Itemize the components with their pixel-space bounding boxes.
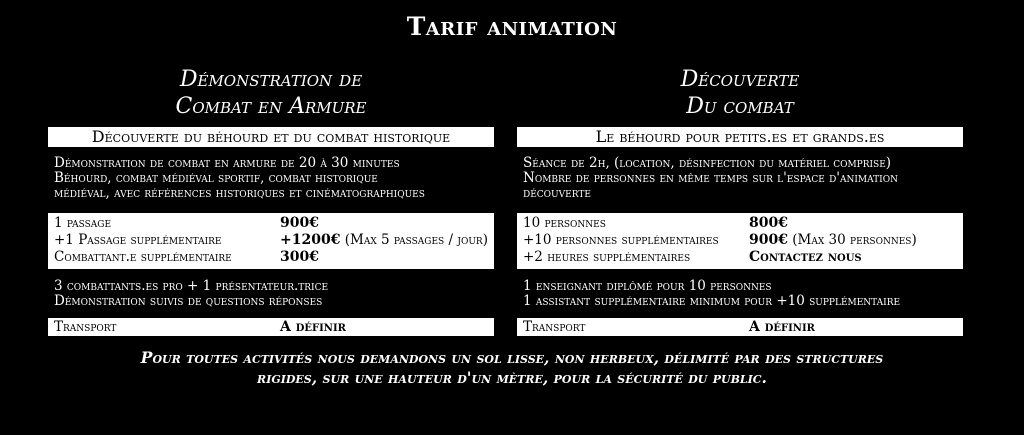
description-line: découverte <box>523 185 591 201</box>
price-row <box>523 232 957 249</box>
safety-notice <box>60 348 964 388</box>
staff-info <box>54 279 494 309</box>
price-table <box>517 213 963 269</box>
price-row <box>54 249 488 266</box>
transport-value: A définir <box>749 319 815 335</box>
notice-line: Pour toutes activités nous demandons un sol lisse, non herbeux, délimité par des structures <box>140 348 884 367</box>
transport-row <box>517 318 963 336</box>
transport-value: A définir <box>280 319 346 335</box>
price-row <box>54 215 488 232</box>
staff-line: 1 assistant supplémentaire minimum pour +10 supplémentaire <box>523 293 901 309</box>
price-label: +10 personnes supplémentaires <box>523 232 719 248</box>
offer-heading <box>48 66 494 120</box>
price-row <box>523 249 957 266</box>
price-value: 300€ <box>280 249 319 265</box>
price-value: 900€ <box>280 215 319 231</box>
offer-heading <box>517 66 963 120</box>
offer-heading-line: Combat en Armure <box>175 94 367 119</box>
offer-subtitle: Découverte du béhourd et du combat historique <box>48 127 494 147</box>
description-line: Béhourd, combat médiéval sportif, combat historique <box>54 170 378 186</box>
price-value: +1200€ (Max 5 passages / jour) <box>280 232 488 248</box>
price-row <box>523 215 957 232</box>
staff-line: Démonstration suivis de questions réponses <box>54 293 323 309</box>
page-title: Tarif animation <box>406 12 618 41</box>
description-line: Démonstration de combat en armure de 20 à 30 minutes <box>54 155 400 171</box>
offer-heading-line: Du combat <box>686 94 794 119</box>
staff-line: 3 combattants.es pro + 1 présentateur.trice <box>54 278 329 294</box>
description-line: Séance de 2h, (location, désinfection du matériel comprise) <box>523 155 892 171</box>
price-table <box>48 213 494 269</box>
price-row <box>54 232 488 249</box>
price-label: +1 Passage supplémentaire <box>54 232 222 248</box>
price-value: Contactez nous <box>749 249 862 265</box>
price-label: Combattant.e supplémentaire <box>54 249 232 265</box>
offer-heading-line: Démonstration de <box>179 67 363 92</box>
transport-row <box>48 318 494 336</box>
offer-description <box>54 156 494 201</box>
staff-line: 1 enseignant diplômé pour 10 personnes <box>523 278 772 294</box>
transport-label: Transport <box>523 319 586 335</box>
description-line: Nombre de personnes en même temps sur l'espace d'animation <box>523 170 898 186</box>
price-label: 1 passage <box>54 215 112 231</box>
price-value: 800€ <box>749 215 788 231</box>
offer-description <box>523 156 963 201</box>
staff-info <box>523 279 963 309</box>
transport-label: Transport <box>54 319 117 335</box>
price-label: 10 personnes <box>523 215 606 231</box>
offer-subtitle: Le béhourd pour petits.es et grands.es <box>517 127 963 147</box>
description-line: médiéval, avec références historiques et cinématographiques <box>54 185 425 201</box>
price-label: +2 heures supplémentaires <box>523 249 691 265</box>
price-value: 900€ (Max 30 personnes) <box>749 232 917 248</box>
notice-line: rigides, sur une hauteur d'un mètre, pour la sécurité du public. <box>257 368 767 387</box>
offer-heading-line: Découverte <box>680 67 800 92</box>
